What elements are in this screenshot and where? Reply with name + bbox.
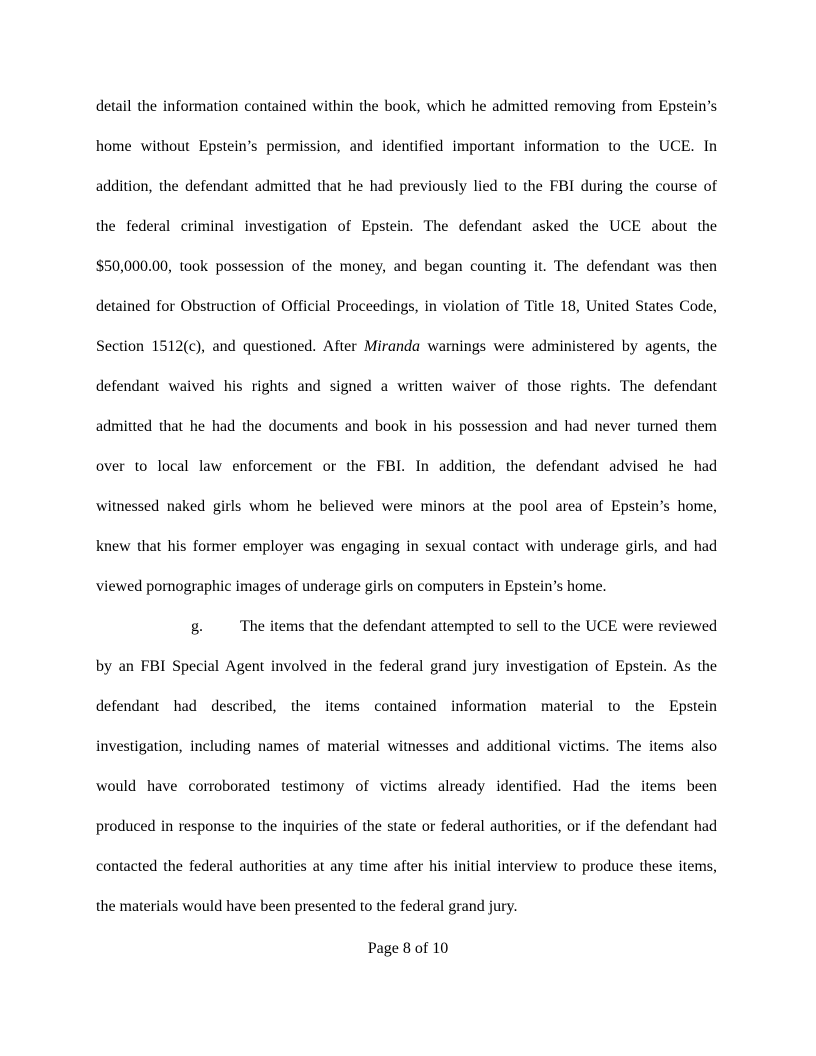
paragraph-line: knew that his former employer was engaging in sexual contact with underage girls, and had [96, 538, 717, 555]
paragraph-line-miranda [96, 337, 717, 357]
paragraph-line: detained for Obstruction of Official Proceedings, in violation of Title 18, United States Code, [96, 298, 717, 315]
paragraph-line: defendant waived his rights and signed a written waiver of those rights. The defendant [96, 378, 717, 395]
paragraph-line: addition, the defendant admitted that he had previously lied to the FBI during the course of [96, 178, 717, 195]
paragraph-line: $50,000.00, took possession of the money, and began counting it. The defendant was then [96, 258, 717, 275]
line-text: Section 1512(c), and questioned. After [96, 338, 364, 355]
paragraph-line: admitted that he had the documents and book in his possession and had never turned them [96, 418, 717, 435]
paragraph-line: viewed pornographic images of underage girls on computers in Epstein’s home. [96, 578, 607, 595]
paragraph-line: the materials would have been presented to the federal grand jury. [96, 898, 518, 915]
paragraph-line: defendant had described, the items contained information material to the Epstein [96, 698, 717, 715]
paragraph-line: produced in response to the inquiries of the state or federal authorities, or if the defendant had [96, 818, 717, 835]
paragraph-marker: g. [191, 618, 203, 635]
paragraph-line: witnessed naked girls whom he believed were minors at the pool area of Epstein’s home, [96, 498, 717, 515]
paragraph-line: over to local law enforcement or the FBI. In addition, the defendant advised he had [96, 458, 717, 475]
case-name-italic: Miranda [363, 338, 420, 355]
paragraph-line: contacted the federal authorities at any time after his initial interview to produce these items, [96, 858, 717, 875]
paragraph-line: detail the information contained within the book, which he admitted removing from Epstein’s [96, 98, 717, 115]
page-number: Page 8 of 10 [367, 940, 449, 957]
paragraph-line: by an FBI Special Agent involved in the federal grand jury investigation of Epstein. As the [96, 658, 717, 675]
paragraph-line: would have corroborated testimony of victims already identified. Had the items been [96, 778, 717, 795]
paragraph-line: The items that the defendant attempted to sell to the UCE were reviewed [240, 618, 717, 635]
paragraph-line: the federal criminal investigation of Epstein. The defendant asked the UCE about the [96, 218, 717, 235]
line-text: warnings were administered by agents, the [419, 338, 718, 355]
paragraph-line: home without Epstein’s permission, and identified important information to the UCE. In [96, 138, 717, 155]
paragraph-line: investigation, including names of material witnesses and additional victims. The items also [96, 738, 717, 755]
